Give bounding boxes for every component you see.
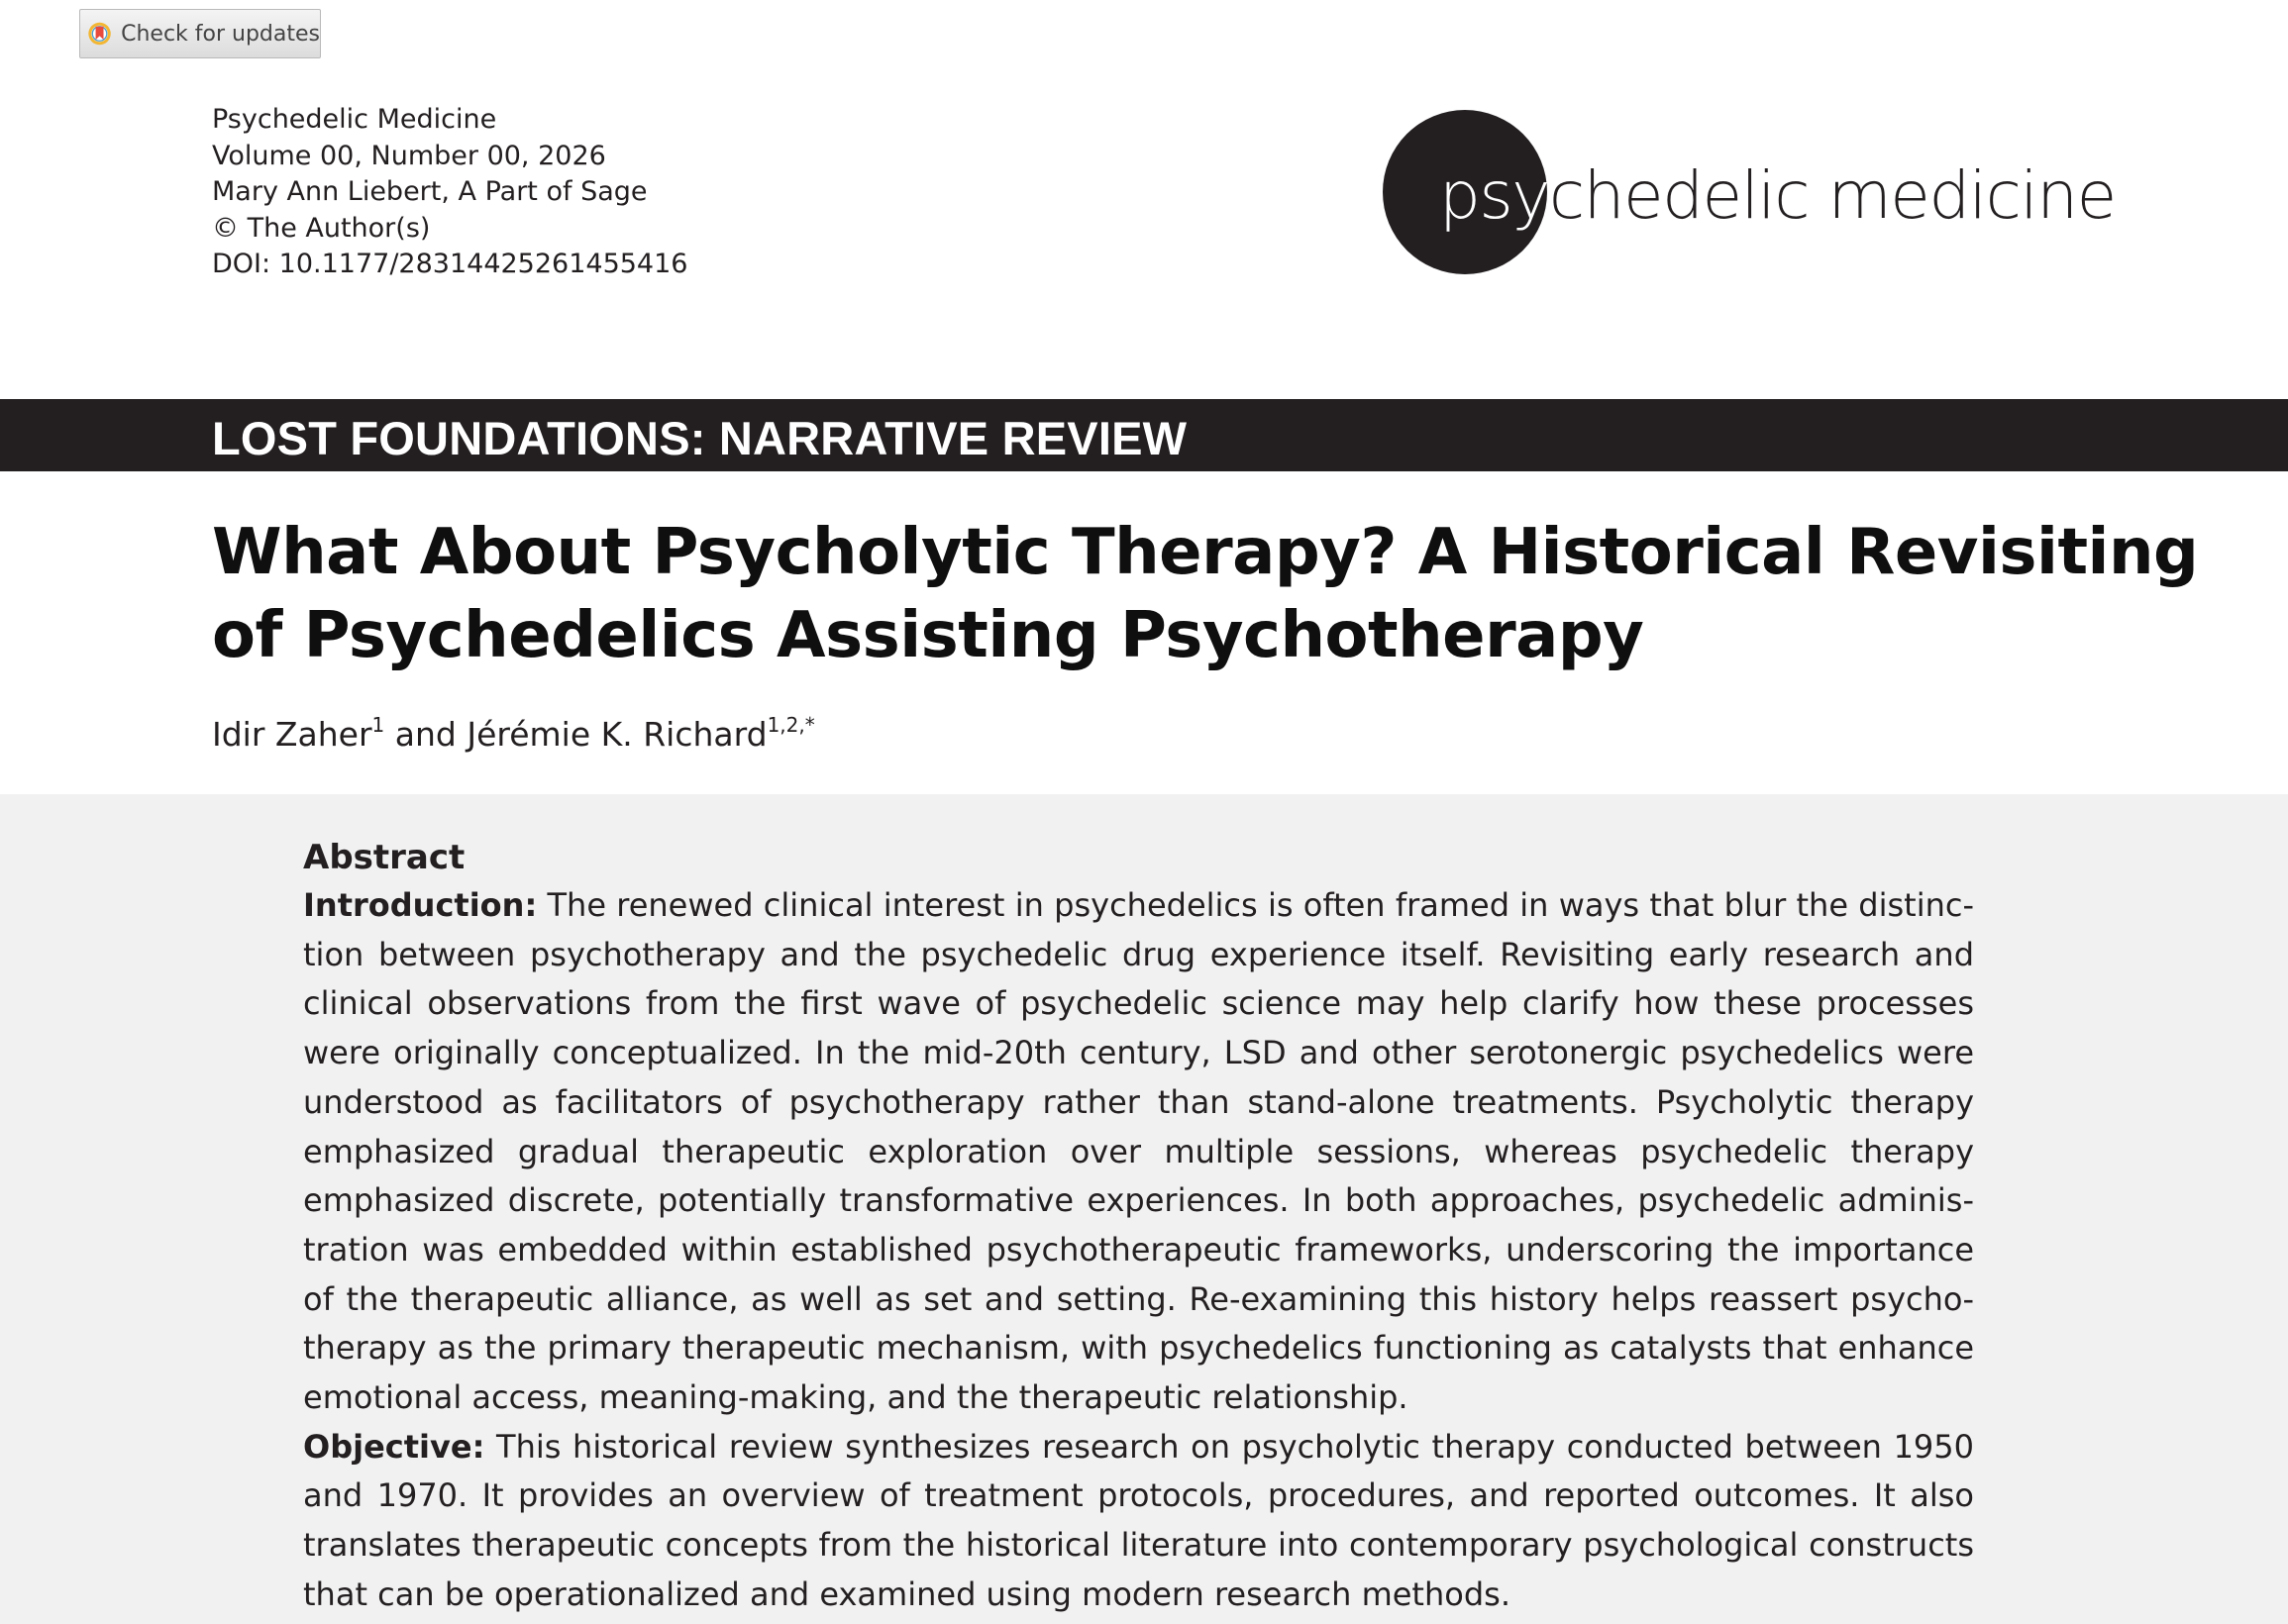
section-label: LOST FOUNDATIONS: NARRATIVE REVIEW [212,412,1188,464]
abstract-heading: Abstract [303,838,466,877]
author-affiliation-sup: 1,2,* [767,713,815,737]
logo-text-outside: chedelic medicine [1548,157,2116,234]
logo-text-inside: psy [1439,157,1549,234]
abstract-box [0,794,2288,1624]
check-for-updates-label: Check for updates [121,21,320,47]
author-affiliation-sup: 1 [371,713,385,737]
section-banner [0,399,2288,471]
abstract-introduction [303,881,1974,1423]
article-title-line-2: of Psychedelics Assisting Psychotherapy [212,599,1644,672]
crossmark-icon [87,15,112,52]
journal-meta [212,102,687,283]
journal-name: Psychedelic Medicine [212,104,497,135]
author-list [212,713,815,754]
article-title [212,511,2199,677]
journal-volume: Volume 00, Number 00, 2026 [212,140,606,171]
abstract-objective [303,1423,1974,1620]
abstract [303,834,1974,1620]
doi[interactable]: DOI: 10.1177/28314425261455416 [212,249,688,279]
introduction-label: Introduction: [303,886,538,924]
check-for-updates-button[interactable] [79,9,321,58]
article-title-line-1: What About Psycholytic Therapy? A Historical Revisiting [212,516,2199,589]
introduction-text: The renewed clinical interest in psychedelics is often framed in ways that blur the distinction between psychotherapy and the psychedelic drug experience itself. Revisiting early research and clinical observations from the first wave of psychedelic science may help clarify how these processes were originally conceptualized. In the mid-20th century, LSD and other serotonergic psychedelics were understood as facilitators of psychotherapy rather than stand-alone treatments. Psycholytic therapy emphasized gradual therapeutic exploration over multiple sessions, whereas psychedelic therapy emphasized discrete, potentially transformative experiences. In both approaches, psychedelic administration was embedded within established psychotherapeutic frameworks, underscoring the importance of the therapeutic alliance, as well as set and setting. Re-examining this history helps reassert psychotherapy as the primary therapeutic mechanism, with psychedelics functioning as catalysts that enhance emotional access, meaning-making, and the therapeutic relationship. [303,886,1974,1417]
journal-logo [1383,110,2116,278]
objective-label: Objective: [303,1427,485,1466]
author-name[interactable]: Idir Zaher [212,715,372,754]
logo-wordmark [1439,157,2116,234]
author-conjunction: and [384,715,468,754]
journal-publisher: Mary Ann Liebert, A Part of Sage [212,176,648,207]
author-name[interactable]: Jérémie K. Richard [467,715,768,754]
objective-text: This historical review synthesizes research on psycholytic therapy conducted between 1950 and 1970. It provides an overview of treatment protocols, procedures, and reported outcomes. It also translates therapeutic concepts from the historical literature into contemporary psychological constructs that can be operationalized and examined using modern research methods. [303,1427,1974,1613]
copyright-notice: © The Author(s) [212,212,431,244]
